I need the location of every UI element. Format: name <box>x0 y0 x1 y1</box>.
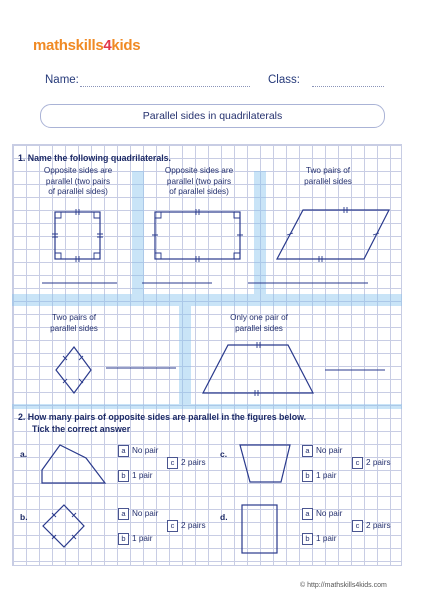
rectangle-figure <box>152 209 243 262</box>
brand-logo: mathskills4kids <box>33 37 141 54</box>
option-d-no-pair[interactable]: a No pair <box>302 508 342 520</box>
question-2-subheading: Tick the correct answer <box>32 424 131 434</box>
option-a-no-pair[interactable]: a No pair <box>118 445 158 457</box>
question-2-heading: 2. How many pairs of opposite sides are parallel in the figures below. <box>18 412 307 422</box>
checkbox[interactable]: b <box>118 470 129 482</box>
caption-2: Opposite sides are parallel (two pairs of parallel sides) <box>164 166 234 196</box>
figure-a <box>42 445 105 483</box>
option-d-2-pairs[interactable]: c 2 pairs <box>352 520 391 532</box>
checkbox[interactable]: a <box>302 445 313 457</box>
figure-d <box>242 505 277 553</box>
option-c-no-pair[interactable]: a No pair <box>302 445 342 457</box>
option-c-2-pairs[interactable]: c 2 pairs <box>352 457 391 469</box>
square-figure <box>52 209 103 262</box>
footer-url: © http://mathskills4kids.com <box>300 582 387 589</box>
worksheet-title: Parallel sides in quadrilaterals <box>40 104 385 128</box>
caption-3: Two pairs of parallel sides <box>304 166 352 186</box>
option-d-1-pair[interactable]: b 1 pair <box>302 533 336 545</box>
rhombus-figure <box>56 347 91 393</box>
caption-5: Only one pair of parallel sides <box>230 313 288 333</box>
option-b-2-pairs[interactable]: c 2 pairs <box>167 520 206 532</box>
caption-4: Two pairs of parallel sides <box>50 313 98 333</box>
checkbox[interactable]: b <box>302 533 313 545</box>
checkbox[interactable]: a <box>302 508 313 520</box>
figure-letter-d: d. <box>220 512 228 522</box>
figure-c <box>240 445 290 482</box>
option-a-2-pairs[interactable]: c 2 pairs <box>167 457 206 469</box>
checkbox[interactable]: b <box>302 470 313 482</box>
figure-letter-a: a. <box>20 449 28 459</box>
trapezoid-figure <box>203 342 313 396</box>
figure-letter-c: c. <box>220 449 228 459</box>
option-b-no-pair[interactable]: a No pair <box>118 508 158 520</box>
parallelogram-figure <box>277 207 389 262</box>
name-label: Name: <box>45 74 79 86</box>
checkbox[interactable]: c <box>352 457 363 469</box>
checkbox[interactable]: a <box>118 445 129 457</box>
class-label: Class: <box>268 74 300 86</box>
option-a-1-pair[interactable]: b 1 pair <box>118 470 152 482</box>
figure-letter-b: b. <box>20 512 28 522</box>
checkbox[interactable]: a <box>118 508 129 520</box>
caption-1: Opposite sides are parallel (two pairs of parallel sides) <box>43 166 113 196</box>
checkbox[interactable]: b <box>118 533 129 545</box>
question-1-heading: 1. Name the following quadrilaterals. <box>18 153 172 163</box>
option-c-1-pair[interactable]: b 1 pair <box>302 470 336 482</box>
checkbox[interactable]: c <box>167 520 178 532</box>
option-b-1-pair[interactable]: b 1 pair <box>118 533 152 545</box>
checkbox[interactable]: c <box>167 457 178 469</box>
checkbox[interactable]: c <box>352 520 363 532</box>
figure-b <box>43 505 84 547</box>
